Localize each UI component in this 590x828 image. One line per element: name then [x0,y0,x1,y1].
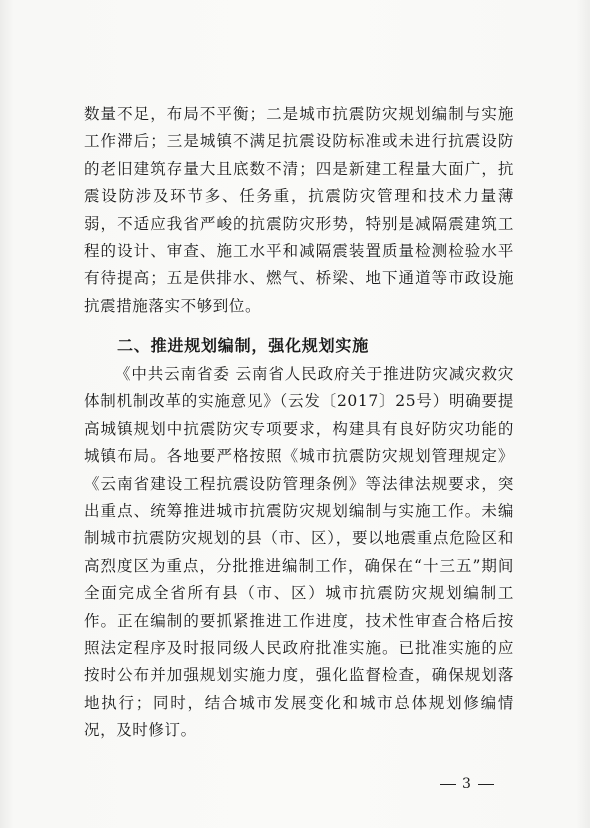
section-heading: 二、推进规划编制，强化规划实施 [117,336,370,355]
page-number-value: 3 [462,776,472,792]
body-paragraph-1: 数量不足，布局不平衡；二是城市抗震防灾规划编制与实施工作滞后；三是城镇不满足抗震设防标准或未进行抗震设防的老旧建筑存量大且底数不清；四是新建工程量大面广，抗震设防涉及环节多、任务重，抗震防灾管理和技术力量薄弱，不适应我省严峻的抗震防灾形势，特别是减隔震建筑工程的设计、审查、施工水平和减隔震装置质量检测检验水平有待提高；五是供排水、燃气、桥梁、地下通道等市政设施抗震措施落实不够到位。 [84,105,514,315]
body-paragraph-2: 《中共云南省委 云南省人民政府关于推进防灾减灾救灾体制机制改革的实施意见》（云发〔2017〕25号）明确要提高城镇规划中抗震防灾专项要求，构建具有良好防灾功能的城镇布局。各地要严格按照《城市抗震防灾规划管理规定》《云南省建设工程抗震设防管理条例》等法律法规要求，突出重点、统筹推进城市抗震防灾规划编制与实施工作。未编制城市抗震防灾规划的县（市、区），要以地震重点危险区和高烈度区为重点，分批推进编制工作，确保在“十三五”期间全面完成全省所有县（市、区）城市抗震防灾规划编制工作。正在编制的要抓紧推进工作进度，技术性审查合格后按照法定程序及时报同级人民政府批准实施。已批准实施的应按时公布并加强规划实施力度，强化监督检查，确保规划落地执行；同时，结合城市发展变化和城市总体规划修编情况，及时修订。 [84,365,514,740]
page-number-left-dash [440,784,456,785]
page-number-right-dash [478,784,494,785]
page-number [440,776,494,792]
